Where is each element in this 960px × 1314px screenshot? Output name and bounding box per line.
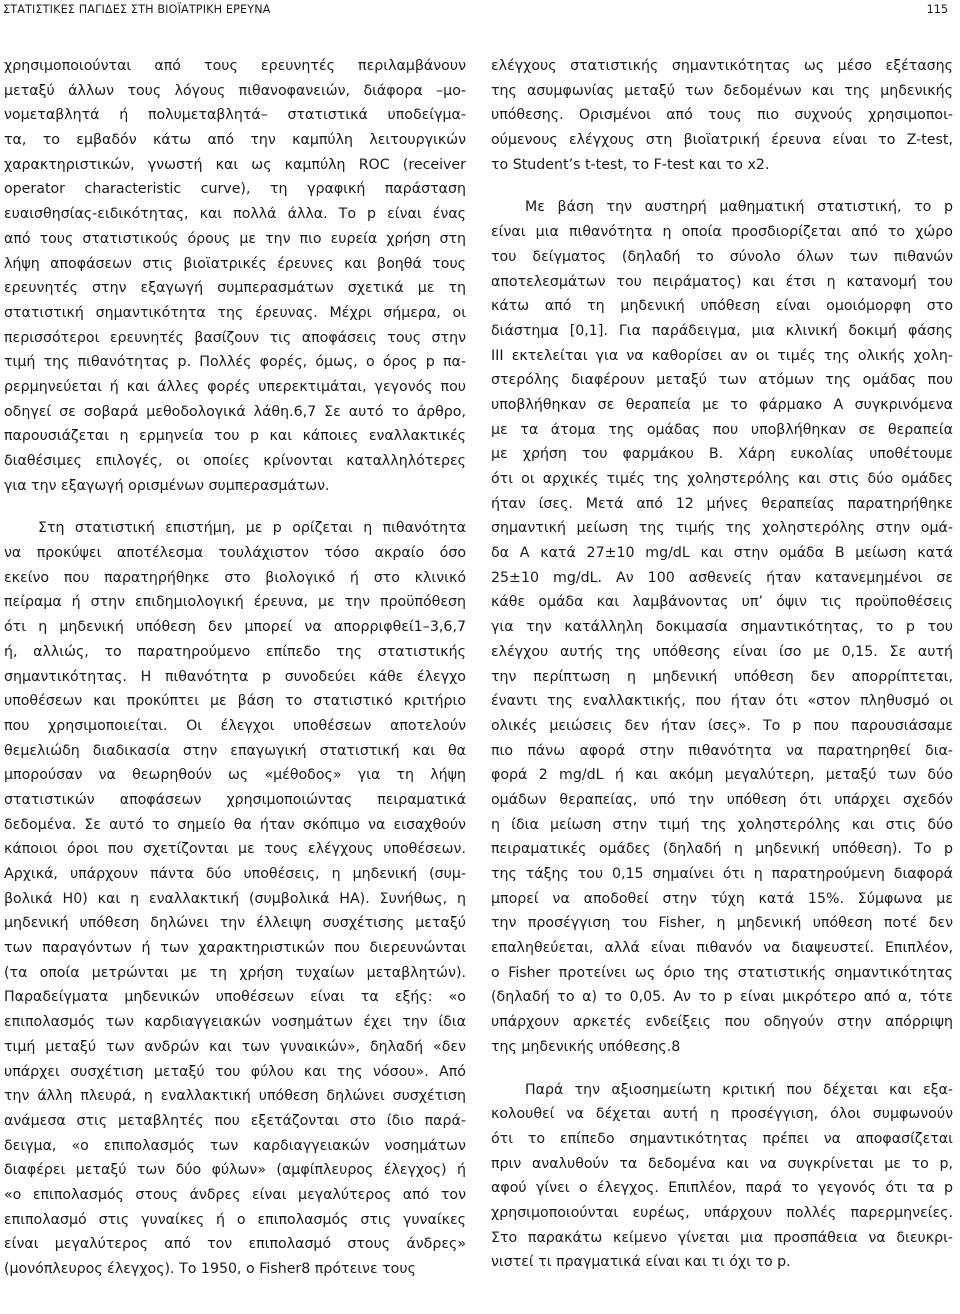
text-line: έναντι της εναλλακτικής, που ήταν ότι «στον πληθυσμό οι	[491, 693, 953, 710]
text-line: επαληθεύεται, αλλά είναι πιθανόν να διαψευστεί. Επιπλέον,	[491, 940, 953, 957]
text-line: (τα οποία μετρώνται με τη χρήση τυχαίων μεταβλητών).	[4, 964, 466, 981]
text-line: της τάξης του 0,15 σημαίνει ότι η παρατηρούμενη διαφορά	[491, 866, 953, 882]
left-column	[4, 54, 466, 1282]
text-line: ολικές μειώσεις δεν ήταν ίσες». Το p που παρουσιάσαμε	[491, 717, 953, 734]
text-line: κάτω από τη μηδενική υπόθεση είναι ομοιόμορφη στο	[491, 298, 953, 315]
text-line: III εκτελείται για να καθορίσει αν οι τιμές της ολικής χολη-	[491, 347, 953, 364]
running-title: ΣΤΑΤΙΣΤΙΚΕΣ ΠΑΓΙΔΕΣ ΣΤΗ ΒΙΟΪΑΤΡΙΚΗ ΕΡΕΥΝΑ	[3, 3, 271, 16]
text-line: την περίπτωση η μηδενική υπόθεση δεν απορρίπτεται,	[491, 668, 953, 685]
text-line: του δείγματος (δηλαδή το σύνολο όλων των πιθανών	[491, 248, 953, 265]
text-line: ο Fisher προτείνει ως όριο της στατιστικής σημαντικότητας	[491, 964, 953, 981]
text-line: operator characteristic curve), τη γραφική παράσταση	[4, 181, 466, 198]
text-line: ότι η μηδενική υπόθεση δεν μπορεί να απορριφθεί1–3,6,7	[4, 619, 466, 636]
text-line: ήταν ίσες. Μετά από 12 μήνες θεραπείας παρατηρήθηκε	[491, 495, 953, 512]
text-line: δα Α κατά 27±10 mg/dL και στην ομάδα Β μείωση κατά	[491, 545, 953, 562]
text-line: κάποιοι όροι που σχετίζονται με τους ελέγχους υποθέσεων.	[4, 841, 466, 858]
text-line: επιπολασμός των καρδιαγγειακών νοσημάτων έχει την ίδια	[4, 1014, 466, 1031]
text-line: μηδενική υπόθεση δηλώνει την έλλειψη συσχέτισης μεταξύ	[4, 915, 466, 932]
paragraph	[491, 54, 953, 177]
text-line: να προκύψει αποτέλεσμα τουλάχιστον τόσο ακραίο όσο	[4, 545, 466, 562]
right-column	[491, 54, 953, 1275]
text-line: με χρήση του φαρμάκου Β. Χάρη ευκολίας υποθέτουμε	[491, 446, 953, 463]
text-line: Παρά την αξιοσημείωτη κριτική που δέχεται και εξα-	[525, 1081, 953, 1098]
text-line: για την κατάλληλη δοκιμασία σημαντικότητας, το p του	[491, 619, 953, 636]
paragraph	[491, 1078, 953, 1276]
text-line: ρερμηνεύεται ή και άλλες φορές υπερεκτιμάται, γεγονός που	[4, 378, 466, 395]
text-line: φορά 2 mg/dL ή και ακόμη μεγαλύτερη, μεταξύ των δύο	[491, 767, 953, 784]
text-line: ευαισθησίας-ειδικότητας, και πολλά άλλα. Το p είναι ένας	[4, 206, 466, 223]
text-line: υπάρχουν αρκετές ενδείξεις που οδηγούν στην απόρριψη	[491, 1014, 953, 1031]
text-line: αφού γίνει ο έλεγχος. Επιπλέον, παρά το γεγονός ότι τα p	[491, 1180, 953, 1197]
text-line: για την εξαγωγή ορισμένων συμπερασμάτων.	[4, 477, 330, 494]
text-line: ερευνητές στην εξαγωγή συμπερασμάτων σχετικά με τη	[4, 280, 466, 297]
paragraph	[4, 516, 466, 1281]
text-line: διαφέρει μεταξύ των δύο φύλων» (αμφίπλευρος έλεγχος) ή	[4, 1162, 466, 1179]
paragraph-gap	[4, 498, 466, 516]
text-line: που χρησιμοποιείται. Οι έλεγχοι υποθέσεων αποτελούν	[4, 717, 466, 734]
text-line: υπάρχει συσχέτιση μεταξύ του φύλου και της νόσου». Από	[4, 1063, 466, 1080]
paragraph-gap	[491, 1060, 953, 1078]
text-line: Στη στατιστική επιστήμη, με p ορίζεται η πιθανότητα	[38, 520, 466, 537]
text-line: ή, αλλιώς, το παρατηρούμενο επίπεδο της στατιστικής	[4, 643, 466, 660]
text-line: χαρακτηριστικών, γνωστή και ως καμπύλη ROC (receiver	[4, 156, 466, 173]
text-line: στατιστική σημαντικότητα της έρευνας. Μέχρι σήμερα, οι	[4, 304, 466, 321]
text-line: κολουθεί να δέχεται αυτή η προσέγγιση, όλοι συμφωνούν	[491, 1106, 953, 1123]
text-line: ελέγχου αυτής της υπόθεσης είναι ίσο με 0,15. Σε αυτή	[491, 643, 953, 660]
text-line: πείραμα ή στην επιδημιολογική έρευνα, με την προϋπόθεση	[4, 594, 466, 611]
text-line: χρησιμοποιούνται από τους ερευνητές περιλαμβάνουν	[4, 58, 466, 74]
text-line: οδηγεί σε σοβαρά μεθοδολογικά λάθη.6,7 Σε αυτό το άρθρο,	[4, 403, 466, 420]
page-header	[0, 0, 960, 20]
text-line: επιπολασμό στις γυναίκες ή ο επιπολασμός στις γυναίκες	[4, 1211, 466, 1228]
text-line: «ο επιπολασμός στους άνδρες είναι μεγαλύτερος από τον	[4, 1186, 466, 1203]
paragraph-gap	[491, 177, 953, 195]
text-line: Αρχικά, υπάρχουν πάντα δύο υποθέσεις, η μηδενική (συμ-	[4, 866, 466, 882]
text-line: διάστημα [0,1]. Για παράδειγμα, μια κλινική δοκιμή φάσης	[491, 322, 953, 339]
text-line: ότι οι αρχικές τιμές της χοληστερόλης και στις δύο ομάδες	[491, 471, 953, 487]
text-line: ελέγχους στατιστικής σημαντικότητας ως μέσο εξέτασης	[491, 58, 953, 74]
text-line: νομεταβλητά ή πολυμεταβλητά– στατιστικά υποδείγμα-	[4, 107, 466, 124]
text-line: πειραματικές ομάδες (δηλαδή η μηδενική υπόθεση). Το p	[491, 841, 953, 858]
text-line: Στο παρακάτω κείμενο γίνεται μια προσπάθεια να διευκρι-	[491, 1229, 953, 1246]
page-number: 115	[926, 3, 948, 16]
text-line: θεμελιώδη διαδικασία στην επαγωγική στατιστική και θα	[4, 742, 466, 759]
text-line: στατιστικών αποφάσεων χρησιμοποιώντας πειραματικά	[4, 791, 466, 808]
text-line: αποτελεσμάτων του πειράματος) και έτσι η κατανομή του	[491, 273, 953, 290]
text-line: εκείνο που παρατηρήθηκε στο βιολογικό ή στο κλινικό	[4, 569, 466, 586]
text-line: διαθέσιμες επιλογές, οι οποίες κρίνονται καταλληλότερες	[4, 453, 466, 469]
text-line: μεταξύ άλλων τους λόγους πιθανοφανειών, διάφορα –μο-	[4, 82, 466, 99]
text-line: υπόθεσης. Ορισμένοι από τους πιο συχνούς χρησιμοποι-	[491, 107, 953, 124]
text-line: την προσέγγιση του Fisher, η μηδενική υπόθεση ποτέ δεν	[491, 915, 953, 932]
text-line: Παραδείγματα μηδενικών υποθέσεων είναι τα εξής: «ο	[4, 989, 466, 1006]
text-line: τιμή της πιθανότητας p. Πολλές φορές, όμως, ο όρος p πα-	[4, 354, 466, 371]
text-line: μπορούσαν να θεωρηθούν ως «μέθοδος» για τη λήψη	[4, 767, 466, 784]
text-line: την άλλη πλευρά, η εναλλακτική υπόθεση δηλώνει συσχέτιση	[4, 1088, 466, 1105]
text-line: υποβλήθηκαν σε θεραπεία με το φάρμακο Α συγκρινόμενα	[491, 396, 953, 413]
text-line: 25±10 mg/dL. Αν 100 ασθενείς ήταν κατανεμημένοι σε	[491, 569, 953, 586]
text-line: ανάμεσα στις μεταβλητές που εξετάζονται στο ίδιο παρά-	[4, 1112, 466, 1129]
text-line: σημαντική μείωση της τιμής της χοληστερόλης στην ομά-	[491, 520, 953, 537]
text-line: ότι το επίπεδο σημαντικότητας πρέπει να αποφασίζεται	[491, 1130, 953, 1147]
paragraph	[4, 54, 466, 498]
text-line: δεδομένα. Σε αυτό το σημείο θα ήταν σκόπιμο να εισαχθούν	[4, 816, 466, 833]
text-line: είναι μια πιθανότητα η οποία προσδιορίζεται από το χώρο	[491, 224, 953, 241]
text-line: τα, το εμβαδόν κάτω από την καμπύλη λειτουργικών	[4, 132, 466, 149]
text-line: παρουσιάζεται η ερμηνεία του p και κάποιες εναλλακτικές	[4, 428, 466, 445]
text-line: σημαντικότητας. Η πιθανότητα p συνοδεύει κάθε έλεγχο	[4, 668, 466, 685]
text-line: κάθε ομάδα και λαμβάνοντας υπ’ όψιν τις προϋποθέσεις	[491, 594, 953, 611]
text-line: δειγμα, «ο επιπολασμός των καρδιαγγειακών νοσημάτων	[4, 1137, 466, 1154]
text-line: ομάδων θεραπείας, υπό την υπόθεση ότι υπάρχει σχεδόν	[491, 791, 953, 808]
text-line: είναι μεγαλύτερος από τον επιπολασμό στους άνδρες»	[4, 1236, 466, 1253]
text-line: το Student’s t-test, το F-test και το x2.	[491, 156, 770, 173]
text-line: χρησιμοποιούνται ευρέως, υπάρχουν πολλές παρερμηνείες.	[491, 1204, 953, 1221]
text-line: ούμενους ελέγχους στη βιοϊατρική έρευνα είναι το Z-test,	[491, 132, 953, 149]
text-line: με τα άτομα της ομάδας που υποβλήθηκαν σε θεραπεία	[491, 421, 953, 438]
text-line: τιμή μεταξύ των ανδρών και των γυναικών», δηλαδή «δεν	[4, 1038, 466, 1055]
text-line: νιστεί τι πραγματικά είναι και τι όχι το p.	[491, 1254, 791, 1271]
text-line: Με βάση την αυστηρή μαθηματική στατιστική, το p	[525, 199, 953, 216]
text-line: βολικά H0) και η εναλλακτική (συμβολικά HA). Συνήθως, η	[4, 890, 466, 907]
text-line: της μηδενικής υπόθεσης.8	[491, 1038, 681, 1055]
paragraph	[491, 195, 953, 1059]
text-line: πριν αναλυθούν τα δεδομένα και να συγκρίνεται με το p,	[491, 1155, 953, 1172]
text-line: (μονόπλευρος έλεγχος). Το 1950, ο Fisher8 πρότεινε τους	[4, 1261, 416, 1277]
text-line: στερόλης διαφέρουν μεταξύ των ατόμων της ομάδας που	[491, 372, 953, 389]
text-line: υποθέσεων και προκύπτει με βάση το στατιστικό κριτήριο	[4, 693, 466, 710]
text-line: των παραγόντων ή των χαρακτηριστικών που διερευνώνται	[4, 940, 466, 957]
text-line: από τους στατιστικούς όρους με την πιο ευρεία χρήση στη	[4, 230, 466, 247]
text-line: η ίδια μείωση στην τιμή της χοληστερόλης και στις δύο	[491, 816, 953, 833]
text-line: της ασυμφωνίας μεταξύ των δεδομένων και της μηδενικής	[491, 82, 953, 99]
text-line: περισσότεροι ερευνητές βασίζουν τις αποφάσεις τους στην	[4, 329, 466, 346]
text-line: πιο πάνω αφορά στην πιθανότητα να παρατηρηθεί δια-	[491, 742, 953, 759]
text-line: (δηλαδή το α) το 0,05. Αν το p είναι μικρότερο από α, τότε	[491, 989, 953, 1006]
text-line: μπορεί να αποδοθεί στην τύχη κατά 15%. Σύμφωνα με	[491, 890, 953, 907]
text-line: λήψη αποφάσεων στις βιοϊατρικές έρευνες και βοηθά τους	[4, 255, 466, 272]
